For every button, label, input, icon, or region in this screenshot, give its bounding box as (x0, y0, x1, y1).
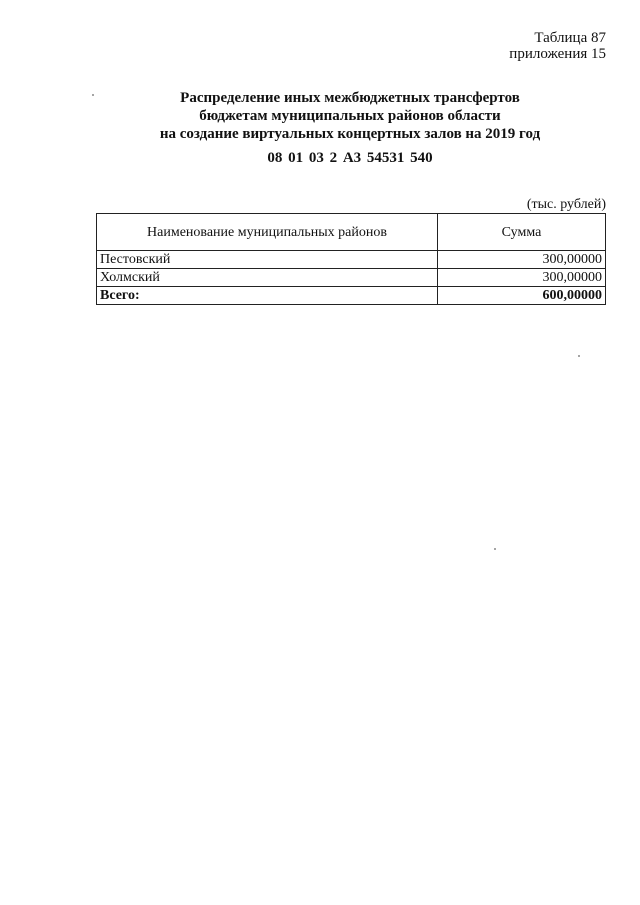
district-amount: 300,00000 (438, 269, 606, 287)
document-title (60, 89, 640, 143)
budget-classification-code: 08 01 03 2 А3 54531 540 (267, 150, 433, 166)
district-amount: 300,00000 (438, 251, 606, 269)
table-row (97, 269, 606, 287)
distribution-table (96, 213, 606, 305)
title-line-1: Распределение иных межбюджетных трансфертов (180, 90, 520, 106)
table-row (97, 251, 606, 269)
title-line-2: бюджетам муниципальных районов области (199, 108, 501, 124)
scan-speck (92, 94, 94, 96)
appendix-number: приложения 15 (509, 46, 606, 62)
column-header-name: Наименование муниципальных районов (97, 214, 438, 251)
table-number: Таблица 87 (534, 30, 606, 46)
table-reference (509, 30, 606, 62)
table-header-row (97, 214, 606, 251)
total-amount: 600,00000 (438, 287, 606, 305)
column-header-amount: Сумма (438, 214, 606, 251)
district-name: Холмский (97, 269, 438, 287)
total-row (97, 287, 606, 305)
title-line-3: на создание виртуальных концертных залов на 2019 год (159, 126, 541, 142)
unit-note: (тыс. рублей) (526, 197, 606, 212)
total-label: Всего: (97, 287, 438, 305)
scan-speck (578, 355, 580, 357)
scan-speck (494, 548, 496, 550)
district-name: Пестовский (97, 251, 438, 269)
